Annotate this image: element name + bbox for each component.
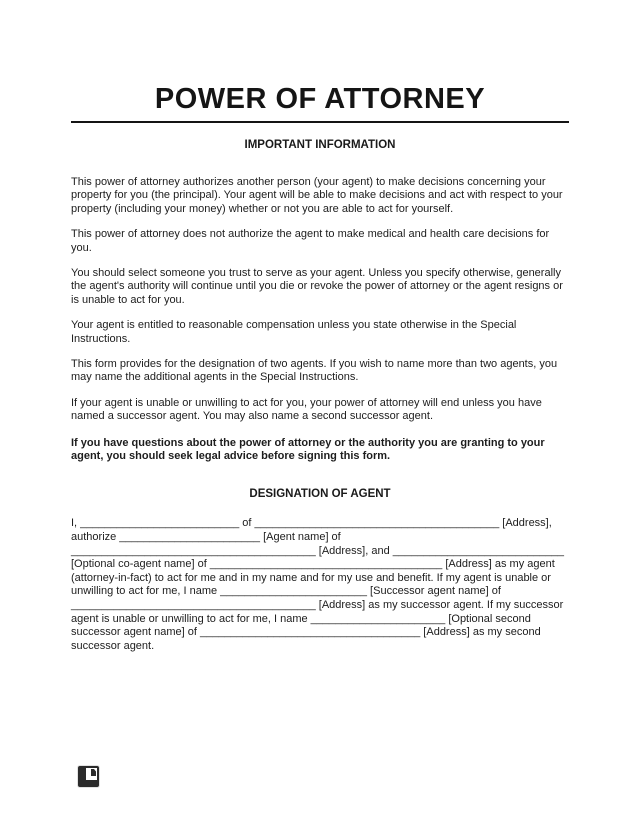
form-line: successor agent name] of ____________________________________ [Address] as my second xyxy=(71,626,541,639)
designation-of-agent-heading: DESIGNATION OF AGENT xyxy=(249,488,391,501)
info-paragraph: Your agent is entitled to reasonable compensation unless you state otherwise in the Special Instructions. xyxy=(71,319,517,345)
info-paragraph: This power of attorney authorizes another person (your agent) to make decisions concerning your property for you (the principal). Your agent will be able to make decisions and act with respect to your property (including your money) whether or not you are able to act for yourself. xyxy=(71,175,563,215)
document-title: POWER OF ATTORNEY xyxy=(154,83,486,115)
form-line: I, __________________________ of ________________________________________ [Address], xyxy=(71,517,552,530)
form-line: [Optional co-agent name] of ______________________________________ [Address] as my agent xyxy=(71,558,555,571)
logo-page-glyph xyxy=(91,769,96,776)
form-line: successor agent. xyxy=(71,639,155,652)
form-line: authorize _______________________ [Agent name] of xyxy=(71,530,341,543)
title-rule xyxy=(71,121,569,123)
logo-notch xyxy=(86,768,97,780)
form-line: unwilling to act for me, I name ________________________ [Successor agent name] of xyxy=(71,585,501,598)
form-line: ________________________________________ [Address], and ____________________________ xyxy=(71,544,565,557)
form-line: (attorney-in-fact) to act for me and in my name and for my use and benefit. If my agent is unable or xyxy=(71,571,551,584)
info-paragraph: You should select someone you trust to serve as your agent. Unless you specify otherwise, generally the agent's authority will continue until you die or revoke the power of attorney or the agent resigns or is unable to act for you. xyxy=(71,266,563,306)
legal-templates-logo-icon xyxy=(78,766,99,787)
important-information-heading: IMPORTANT INFORMATION xyxy=(244,138,396,151)
designation-form-lines xyxy=(71,517,569,653)
form-line: ________________________________________ [Address] as my successor agent. If my successor xyxy=(71,598,564,611)
info-paragraph: This form provides for the designation of two agents. If you wish to name more than two agents, you may name the additional agents in the Special Instructions. xyxy=(71,357,558,384)
form-line: agent is unable or unwilling to act for me, I name ______________________ [Optional second xyxy=(71,612,531,625)
info-paragraph: If your agent is unable or unwilling to act for you, your power of attorney will end unless you have named a successor agent. You may also name a second successor agent. xyxy=(71,396,542,423)
info-paragraph: This power of attorney does not authorize the agent to make medical and health care decisions for you. xyxy=(71,228,550,254)
legal-advice-notice: If you have questions about the power of attorney or the authority you are granting to your agent, you should seek legal advice before signing this form. xyxy=(71,436,545,462)
